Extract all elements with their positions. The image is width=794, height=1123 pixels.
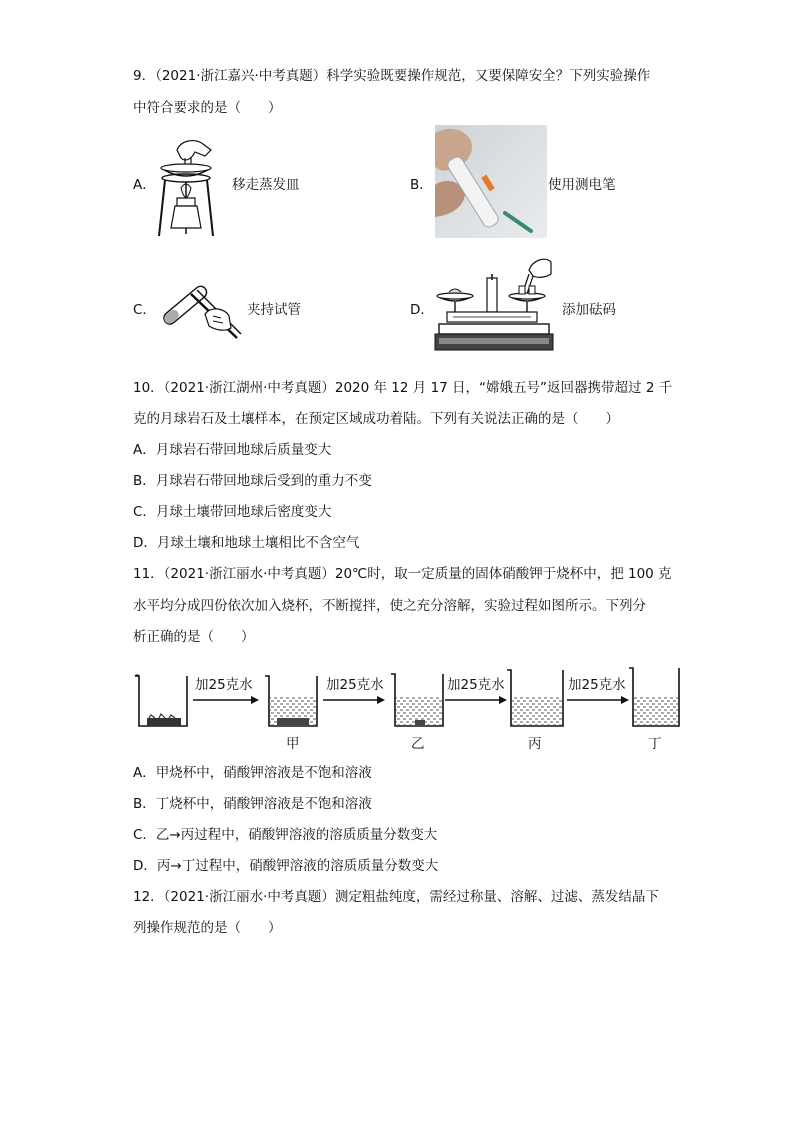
q11-option-c[interactable]: C．乙→丙过程中，硝酸钾溶液的溶质质量分数变大 bbox=[133, 827, 438, 843]
beaker-jia bbox=[265, 676, 317, 726]
q9-option-c-letter[interactable]: C． bbox=[133, 302, 156, 318]
q11-stem-line1: 11．（2021·浙江丽水·中考真题）20℃时，取一定质量的固体硝酸钾于烧杯中，把 100 克 bbox=[133, 566, 672, 582]
beaker-label-yi: 乙 bbox=[411, 736, 425, 752]
test-pen-photo bbox=[435, 125, 547, 238]
q10-option-c[interactable]: C．月球土壤带回地球后密度变大 bbox=[133, 504, 332, 520]
arrow-label-2: 加25克水 bbox=[326, 677, 384, 693]
q12-stem-line1: 12．（2021·浙江丽水·中考真题）测定粗盐纯度，需经过称量、溶解、过滤、蒸发结晶下 bbox=[133, 889, 659, 905]
q11-stem-line2: 水平均分成四份依次加入烧杯，不断搅拌，使之充分溶解，实验过程如图所示。下列分 bbox=[133, 598, 646, 614]
arrow-label-1: 加25克水 bbox=[195, 677, 253, 693]
balance-scale-figure bbox=[433, 256, 555, 354]
q10-option-b[interactable]: B．月球岩石带回地球后受到的重力不变 bbox=[133, 473, 372, 489]
evaporating-dish-figure bbox=[155, 136, 217, 240]
q10-option-a[interactable]: A．月球岩石带回地球后质量变大 bbox=[133, 442, 332, 458]
dissolution-diagram bbox=[133, 662, 685, 732]
beaker-label-ding: 丁 bbox=[648, 736, 662, 752]
q9-stem-line2: 中符合要求的是（ ） bbox=[133, 100, 282, 116]
test-tube-holder-figure bbox=[155, 272, 245, 344]
q11-option-b[interactable]: B．丁烧杯中，硝酸钾溶液是不饱和溶液 bbox=[133, 796, 372, 812]
arrow-label-3: 加25克水 bbox=[447, 677, 505, 693]
q9-stem-line1: 9．（2021·浙江嘉兴·中考真题）科学实验既要操作规范，又要保障安全？下列实验操作 bbox=[133, 68, 651, 84]
beaker-initial bbox=[135, 675, 187, 726]
q10-option-d[interactable]: D．月球土壤和地球土壤相比不含空气 bbox=[133, 535, 360, 551]
q9-option-b-letter[interactable]: B． bbox=[410, 177, 433, 193]
q10-stem-line2: 克的月球岩石及土壤样本，在预定区域成功着陆。下列有关说法正确的是（ ） bbox=[133, 411, 619, 427]
arrow-label-4: 加25克水 bbox=[568, 677, 626, 693]
beaker-label-bing: 丙 bbox=[528, 736, 542, 752]
q9-option-a-caption: 移走蒸发皿 bbox=[232, 177, 300, 193]
q9-option-c-caption: 夹持试管 bbox=[247, 302, 301, 318]
q11-option-d[interactable]: D．丙→丁过程中，硝酸钾溶液的溶质质量分数变大 bbox=[133, 858, 439, 874]
q9-option-d-caption: 添加砝码 bbox=[562, 302, 616, 318]
beaker-bing bbox=[507, 670, 563, 726]
q11-option-a[interactable]: A．甲烧杯中，硝酸钾溶液是不饱和溶液 bbox=[133, 765, 372, 781]
beaker-yi bbox=[391, 674, 443, 726]
beaker-ding bbox=[629, 668, 679, 726]
beaker-label-jia: 甲 bbox=[286, 736, 300, 752]
q12-stem-line2: 列操作规范的是（ ） bbox=[133, 920, 282, 936]
q9-option-d-letter[interactable]: D． bbox=[410, 302, 434, 318]
q9-option-b-caption: 使用测电笔 bbox=[548, 177, 616, 193]
q11-stem-line3: 析正确的是（ ） bbox=[133, 629, 255, 645]
q10-stem-line1: 10．（2021·浙江湖州·中考真题）2020 年 12 月 17 日，“嫦娥五号”返回器携带超过 2 千 bbox=[133, 380, 673, 396]
q9-option-a-letter[interactable]: A． bbox=[133, 177, 156, 193]
